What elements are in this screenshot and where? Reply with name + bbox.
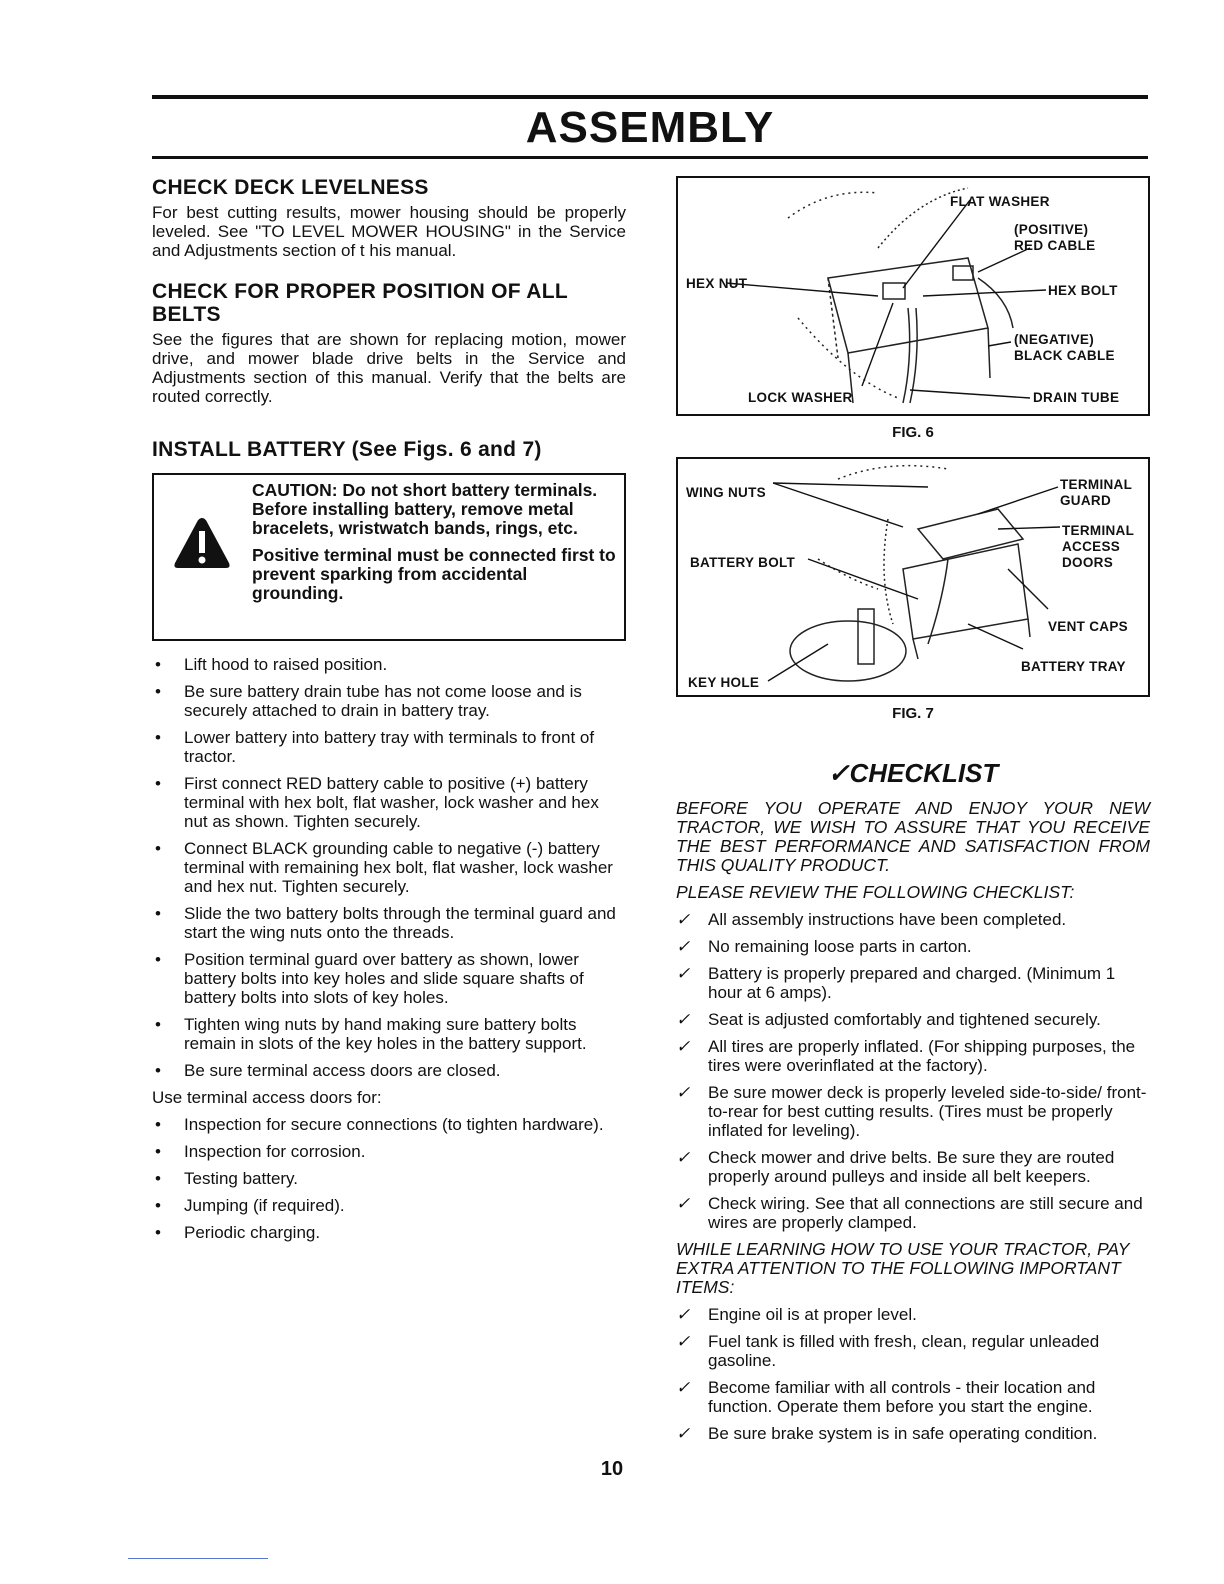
checkmark-icon: ✓ <box>827 758 850 788</box>
checkmark-icon: ✓ <box>676 1083 691 1102</box>
list-item: • Periodic charging. <box>155 1223 321 1242</box>
label-access-3: DOORS <box>1062 555 1114 570</box>
doors-intro: Use terminal access doors for: <box>152 1088 382 1107</box>
belts-body: See the figures that are shown for replacing motion, mower drive, and mower blade drive belts in the Service and Adjustments section of this manual. Verify that the belts are routed correctly. <box>152 330 626 406</box>
list-item: • Slide the two battery bolts through the terminal guard and start the wing nuts onto the threads. <box>155 904 616 942</box>
figure-6-caption: FIG. 6 <box>892 424 934 441</box>
checkmark-icon: ✓ <box>676 1010 691 1029</box>
label-negative: (NEGATIVE) <box>1014 332 1094 347</box>
deck-levelness-body: For best cutting results, mower housing should be properly leveled. See "TO LEVEL MOWER HOUSING" in the Service and Adjustments section of t his manual. <box>152 203 626 260</box>
label-hex-nut: HEX NUT <box>686 276 748 291</box>
doors-uses-list <box>152 1115 626 1242</box>
label-flat-washer: FLAT WASHER <box>950 194 1050 209</box>
checkmark-icon: ✓ <box>676 1194 691 1213</box>
list-item: ✓ Battery is properly prepared and charged. (Minimum 1 hour at 6 amps). <box>676 964 1116 1002</box>
list-item: • Be sure battery drain tube has not come loose and is securely attached to drain in battery tray. <box>155 682 582 720</box>
label-access-1: TERMINAL <box>1062 523 1135 538</box>
page-number: 10 <box>600 1458 624 1480</box>
list-item: ✓ Seat is adjusted comfortably and tightened securely. <box>676 1010 1101 1029</box>
checkmark-icon: ✓ <box>676 964 691 983</box>
belts-heading: CHECK FOR PROPER POSITION OF ALL BELTS <box>152 280 568 326</box>
label-vent-caps: VENT CAPS <box>1048 619 1128 634</box>
checklist-items <box>676 910 1150 1232</box>
warning-triangle-icon <box>172 515 232 571</box>
battery-steps-list <box>152 655 626 1080</box>
label-lock-washer: LOCK WASHER <box>748 390 853 405</box>
caution-box <box>152 473 626 641</box>
list-item: ✓ Be sure mower deck is properly leveled side-to-side/ front-to-rear for best cutting results. (Tires must be properly inflated for leveling). <box>676 1083 1147 1140</box>
list-item: ✓ All tires are properly inflated. (For shipping purposes, the tires were overinflated at the factory). <box>676 1037 1136 1075</box>
install-battery-heading: INSTALL BATTERY (See Figs. 6 and 7) <box>152 438 542 461</box>
label-terminal-guard-2: GUARD <box>1060 493 1111 508</box>
deck-levelness-section <box>152 176 626 260</box>
title-bottom-rule <box>152 156 1148 159</box>
checkmark-icon: ✓ <box>676 1378 691 1397</box>
label-battery-tray: BATTERY TRAY <box>1021 659 1126 674</box>
list-item: • Connect BLACK grounding cable to negative (-) battery terminal with remaining hex bolt, flat washer, lock washer and hex nut. Tighten securely. <box>155 839 613 896</box>
checkmark-icon: ✓ <box>676 1424 691 1443</box>
figure-7 <box>676 457 1150 697</box>
list-item: ✓ Be sure brake system is in safe operating condition. <box>676 1424 1098 1443</box>
belts-section <box>152 280 626 406</box>
list-item: • Lower battery into battery tray with terminals to front of tractor. <box>155 728 595 766</box>
list-item: ✓ Become familiar with all controls - their location and function. Operate them before you start the engine. <box>676 1378 1096 1416</box>
label-red-cable: RED CABLE <box>1014 238 1096 253</box>
caution-text <box>252 481 616 611</box>
label-terminal-guard-1: TERMINAL <box>1060 477 1133 492</box>
caution-text-2: Positive terminal must be connected first to prevent sparking from accidental grounding. <box>252 545 616 603</box>
footer-line <box>128 1558 268 1559</box>
list-item: • Inspection for secure connections (to tighten hardware). <box>155 1115 604 1134</box>
list-item: ✓ No remaining loose parts in carton. <box>676 937 972 956</box>
learning-intro: WHILE LEARNING HOW TO USE YOUR TRACTOR, PAY EXTRA ATTENTION TO THE FOLLOWING IMPORTANT ITEMS: <box>676 1239 1130 1297</box>
checkmark-icon: ✓ <box>676 1332 691 1351</box>
label-key-hole: KEY HOLE <box>688 675 760 690</box>
list-item: ✓ Engine oil is at proper level. <box>676 1305 917 1324</box>
figure-6 <box>676 176 1150 416</box>
right-column <box>676 176 1150 1451</box>
learning-items <box>676 1305 1150 1443</box>
list-item: • Testing battery. <box>155 1169 299 1188</box>
list-item: • First connect RED battery cable to positive (+) battery terminal with hex bolt, flat washer, lock washer and hex nut as shown. Tighten securely. <box>155 774 599 831</box>
left-column <box>152 176 626 1250</box>
checkmark-icon: ✓ <box>676 1148 691 1167</box>
label-black-cable: BLACK CABLE <box>1014 348 1115 363</box>
figure-7-caption: FIG. 7 <box>892 705 934 722</box>
checkmark-icon: ✓ <box>676 937 691 956</box>
list-item: • Lift hood to raised position. <box>155 655 388 674</box>
checkmark-icon: ✓ <box>676 1305 691 1324</box>
list-item: • Be sure terminal access doors are closed. <box>155 1061 501 1080</box>
label-hex-bolt: HEX BOLT <box>1048 283 1118 298</box>
list-item: ✓ Fuel tank is filled with fresh, clean, regular unleaded gasoline. <box>676 1332 1100 1370</box>
page-title: ASSEMBLY <box>525 103 775 152</box>
label-positive: (POSITIVE) <box>1014 222 1089 237</box>
label-battery-bolt: BATTERY BOLT <box>690 555 796 570</box>
list-item: • Jumping (if required). <box>155 1196 345 1215</box>
top-rule <box>152 95 1148 99</box>
label-wing-nuts: WING NUTS <box>686 485 766 500</box>
checkmark-icon: ✓ <box>676 910 691 929</box>
list-item: • Inspection for corrosion. <box>155 1142 366 1161</box>
checklist-intro: BEFORE YOU OPERATE AND ENJOY YOUR NEW TRACTOR, WE WISH TO ASSURE THAT YOU RECEIVE THE BEST PERFORMANCE AND SATISFACTION FROM THIS QUALITY PRODUCT. <box>676 798 1150 875</box>
list-item: ✓ Check mower and drive belts. Be sure they are routed properly around pulleys and inside all belt keepers. <box>676 1148 1115 1186</box>
list-item: • Tighten wing nuts by hand making sure battery bolts remain in slots of the key holes in the battery support. <box>155 1015 587 1053</box>
list-item: ✓ All assembly instructions have been completed. <box>676 910 1067 929</box>
deck-levelness-heading: CHECK DECK LEVELNESS <box>152 176 429 199</box>
checklist-title: ✓CHECKLIST <box>827 758 999 788</box>
checklist-review: PLEASE REVIEW THE FOLLOWING CHECKLIST: <box>676 882 1075 902</box>
list-item: • Position terminal guard over battery as shown, lower battery bolts into key holes and slide square shafts of battery bolts into slots of key holes. <box>155 950 584 1007</box>
label-drain-tube: DRAIN TUBE <box>1033 390 1120 405</box>
caution-text-1: CAUTION: Do not short battery terminals. Before installing battery, remove metal bracelets, wristwatch bands, rings, etc. <box>252 480 598 538</box>
install-battery-section <box>152 438 626 1242</box>
checkmark-icon: ✓ <box>676 1037 691 1056</box>
list-item: ✓ Check wiring. See that all connections are still secure and wires are properly clamped. <box>676 1194 1143 1232</box>
label-access-2: ACCESS <box>1062 539 1121 554</box>
